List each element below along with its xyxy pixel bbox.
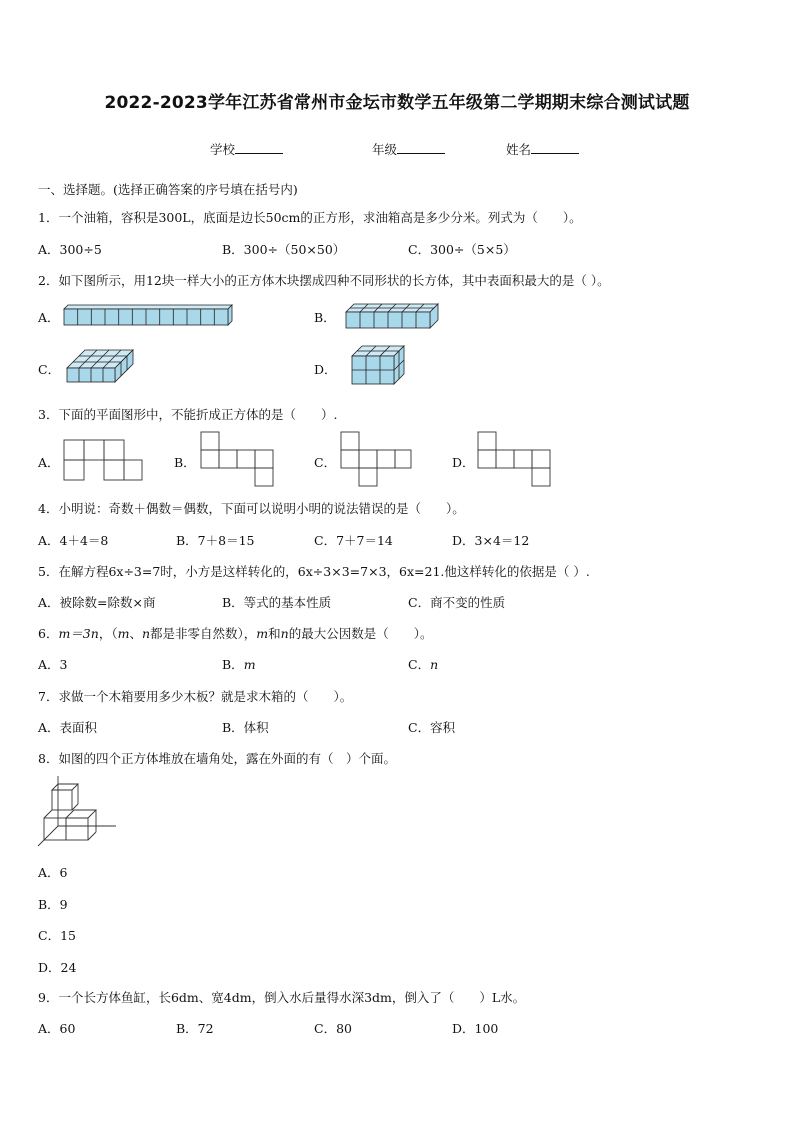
school-field [210, 140, 283, 158]
q2-figure-a [64, 305, 234, 327]
q6-option-c-label: C． [408, 657, 431, 672]
q6-and: 和 [268, 626, 281, 641]
q9-option-a[interactable]: A．60 [38, 1021, 76, 1036]
q6-var-n: n [141, 626, 151, 641]
q3-net-b [201, 432, 277, 490]
q1-option-a[interactable]: A．300÷5 [38, 242, 102, 257]
question-5: 5．在解方程6x÷3=7时，小方是这样转化的，6x÷3×3=7×3，6x=21.他这样转化的依据是（ ）. [38, 564, 590, 579]
q3-option-c[interactable]: C． [314, 455, 337, 470]
q1-option-b[interactable]: B．300÷（50×50） [222, 242, 346, 257]
q6-text-2: 都是非零自然数）， [150, 626, 257, 641]
section-heading: 一、选择题。(选择正确答案的序号填在括号内) [38, 182, 298, 197]
q6-var-m: m [117, 626, 130, 641]
q5-option-c[interactable]: C．商不变的性质 [408, 595, 506, 610]
question-9: 9．一个长方体鱼缸，长6dm、宽4dm，倒入水后量得水深3dm，倒入了（ ）L水。 [38, 990, 526, 1005]
q3-option-d[interactable]: D． [452, 455, 475, 470]
q6-number: 6． [38, 626, 59, 641]
q2-option-b[interactable]: B． [314, 310, 336, 325]
q2-option-c[interactable]: C． [38, 362, 61, 377]
q6-option-b-var: m [243, 657, 256, 672]
question-7: 7．求做一个木箱要用多少木板？就是求木箱的（ ）。 [38, 689, 353, 704]
q9-option-b[interactable]: B．72 [176, 1021, 214, 1036]
question-6 [38, 624, 432, 642]
q7-option-a[interactable]: A．表面积 [38, 720, 98, 735]
q6-equation: m＝3n [58, 626, 99, 641]
q8-cube-figure [38, 776, 118, 852]
q3-net-c [341, 432, 417, 490]
q7-option-c[interactable]: C．容积 [408, 720, 456, 735]
q6-option-c-var: n [430, 657, 439, 672]
q6-var-n2: n [280, 626, 289, 641]
q6-var-m2: m [256, 626, 269, 641]
q2-figure-b [346, 304, 438, 330]
name-label: 姓名 [506, 142, 532, 157]
q4-option-a[interactable]: A．4＋4＝8 [38, 533, 109, 548]
school-label: 学校 [210, 142, 236, 157]
page-title: 2022-2023学年江苏省常州市金坛市数学五年级第二学期期末综合测试试题 [104, 93, 690, 113]
q6-text-end: 的最大公因数是（ ）。 [288, 626, 433, 641]
q6-text-1: ，（ [98, 626, 118, 641]
q3-option-a[interactable]: A． [38, 455, 60, 470]
q6-option-c[interactable] [408, 655, 438, 673]
q6-option-b[interactable] [222, 655, 256, 673]
q8-option-d[interactable]: D．24 [38, 960, 77, 975]
q6-option-a[interactable]: A．3 [38, 657, 68, 672]
grade-blank[interactable] [397, 141, 445, 154]
q9-option-d[interactable]: D．100 [452, 1021, 499, 1036]
question-3: 3．下面的平面图形中，不能折成正方体的是（ ）. [38, 407, 338, 422]
q5-option-a[interactable]: A．被除数=除数×商 [38, 595, 156, 610]
q2-option-a[interactable]: A． [38, 310, 60, 325]
grade-field [372, 140, 445, 158]
q8-option-b[interactable]: B．9 [38, 897, 68, 912]
q5-option-b[interactable]: B．等式的基本性质 [222, 595, 332, 610]
q4-option-d[interactable]: D．3×4＝12 [452, 533, 530, 548]
question-1: 1．一个油箱，容积是300L，底面是边长50cm的正方形，求油箱高是多少分米。列式为（ ）。 [38, 210, 582, 225]
q3-option-b[interactable]: B． [174, 455, 196, 470]
q2-figure-d [352, 346, 406, 388]
question-2: 2．如下图所示，用12块一样大小的正方体木块摆成四种不同形状的长方体，其中表面积最大的是（ ）。 [38, 273, 610, 288]
q4-option-b[interactable]: B．7＋8＝15 [176, 533, 255, 548]
q3-net-d [478, 432, 558, 490]
q9-option-c[interactable]: C．80 [314, 1021, 352, 1036]
q2-option-d[interactable]: D． [314, 362, 337, 377]
name-blank[interactable] [531, 141, 579, 154]
q8-option-c[interactable]: C．15 [38, 928, 76, 943]
q8-option-a[interactable]: A．6 [38, 865, 68, 880]
question-4: 4．小明说：奇数＋偶数＝偶数，下面可以说明小明的说法错误的是（ ）。 [38, 501, 465, 516]
q3-net-a [64, 440, 144, 480]
q6-option-b-label: B． [222, 657, 244, 672]
school-blank[interactable] [235, 141, 283, 154]
q4-option-c[interactable]: C．7＋7＝14 [314, 533, 393, 548]
question-8: 8．如图的四个正方体堆放在墙角处，露在外面的有（ ）个面。 [38, 751, 396, 766]
q6-sep: 、 [129, 626, 142, 641]
grade-label: 年级 [372, 142, 398, 157]
name-field [506, 140, 579, 158]
q1-option-c[interactable]: C．300÷（5×5） [408, 242, 516, 257]
q2-figure-c [67, 350, 135, 386]
q7-option-b[interactable]: B．体积 [222, 720, 269, 735]
